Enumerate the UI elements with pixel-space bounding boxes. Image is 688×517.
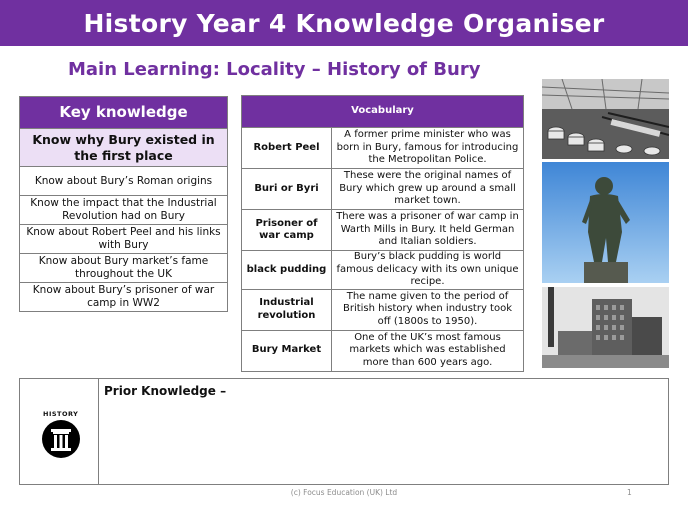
- key-knowledge-highlight: Know why Bury existed in the first place: [20, 129, 228, 167]
- vocabulary-row: [242, 251, 524, 290]
- vocabulary-definition: One of the UK’s most famous markets which was established more than 600 years ago.: [332, 330, 524, 371]
- key-knowledge-item: Know about Robert Peel and his links with Bury: [20, 225, 228, 254]
- key-knowledge-table: [19, 96, 228, 312]
- vocabulary-term: Bury Market: [242, 330, 332, 371]
- vocabulary-definition: The name given to the period of British history when industry took off (1800s to 1950).: [332, 289, 524, 330]
- mill-interior-photo: [542, 79, 669, 159]
- prior-knowledge-label: Prior Knowledge –: [104, 384, 227, 398]
- vocabulary-definition: A former prime minister who was born in Bury, famous for introducing the Metropolitan Police.: [332, 128, 524, 169]
- history-icon-label: HISTORY: [43, 410, 79, 418]
- vocabulary-row: [242, 210, 524, 251]
- vocabulary-row: [242, 169, 524, 210]
- vocabulary-row: [242, 128, 524, 169]
- vocabulary-definition: Bury’s black pudding is world famous delicacy with its own unique recipe.: [332, 251, 524, 290]
- vocabulary-row: [242, 330, 524, 371]
- page-number: 1: [627, 488, 632, 497]
- key-knowledge-item: Know about Bury’s Roman origins: [20, 167, 228, 196]
- vocabulary-row: [242, 289, 524, 330]
- prior-knowledge-icon-cell: [20, 379, 99, 484]
- page-subtitle: Main Learning: Locality – History of Bury: [68, 59, 481, 80]
- vocabulary-term: black pudding: [242, 251, 332, 290]
- robert-peel-statue-photo: [542, 162, 669, 283]
- copyright-footer: (c) Focus Education (UK) Ltd: [290, 488, 398, 497]
- history-column-icon: [41, 419, 81, 459]
- mill-building-photo: [542, 287, 669, 368]
- title-banner: [0, 0, 688, 46]
- vocabulary-term: Robert Peel: [242, 128, 332, 169]
- key-knowledge-item: Know about Bury’s prisoner of war camp in WW2: [20, 283, 228, 312]
- vocabulary-definition: These were the original names of Bury which grew up around a small market town.: [332, 169, 524, 210]
- key-knowledge-item: Know the impact that the Industrial Revolution had on Bury: [20, 196, 228, 225]
- vocabulary-term: Buri or Byri: [242, 169, 332, 210]
- key-knowledge-item: Know about Bury market’s fame throughout the UK: [20, 254, 228, 283]
- vocabulary-heading: Vocabulary: [242, 96, 524, 128]
- vocabulary-table: [241, 95, 524, 372]
- vocabulary-term: Industrial revolution: [242, 289, 332, 330]
- vocabulary-term: Prisoner of war camp: [242, 210, 332, 251]
- prior-knowledge-box: [19, 378, 669, 485]
- key-knowledge-heading: Key knowledge: [20, 97, 228, 129]
- page-title: History Year 4 Knowledge Organiser: [83, 8, 605, 38]
- vocabulary-definition: There was a prisoner of war camp in Warth Mills in Bury. It held German and Italian soldiers.: [332, 210, 524, 251]
